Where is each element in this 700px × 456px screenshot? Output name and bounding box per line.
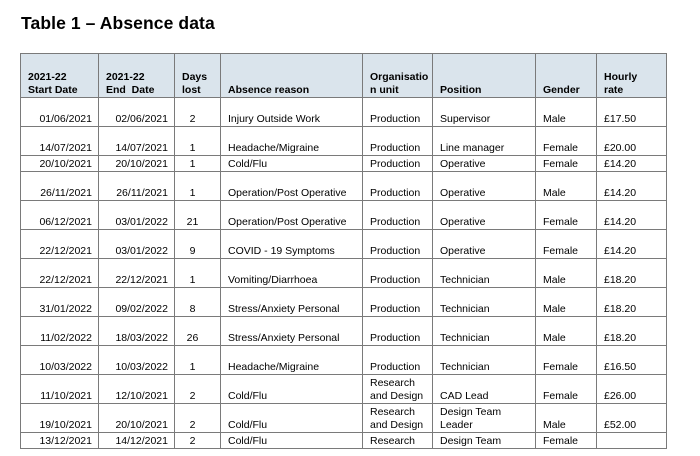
header-organisation-unit: Organisatio n unit [363,54,433,98]
cell-end-date: 18/03/2022 [99,317,175,346]
cell-position: Design Team [433,433,536,449]
cell-position: Operative [433,201,536,230]
cell-hourly-rate: £17.50 [597,98,667,127]
table-row [21,156,667,172]
cell-days-lost: 2 [175,98,221,127]
cell-absence-reason: Vomiting/Diarrhoea [221,259,363,288]
cell-organisation-unit: Production [363,172,433,201]
cell-position: Line manager [433,127,536,156]
cell-start-date: 31/01/2022 [21,288,99,317]
cell-absence-reason: Headache/Migraine [221,127,363,156]
cell-organisation-unit: Production [363,98,433,127]
cell-start-date: 22/12/2021 [21,230,99,259]
cell-end-date: 03/01/2022 [99,201,175,230]
cell-organisation-unit: Production [363,156,433,172]
cell-days-lost: 2 [175,375,221,404]
cell-days-lost: 1 [175,172,221,201]
cell-gender: Female [536,433,597,449]
cell-gender: Female [536,230,597,259]
cell-position: Operative [433,230,536,259]
cell-gender: Female [536,156,597,172]
cell-organisation-unit: Production [363,346,433,375]
cell-absence-reason: Injury Outside Work [221,98,363,127]
cell-hourly-rate: £18.20 [597,317,667,346]
header-end-date: 2021-22 End Date [99,54,175,98]
cell-gender: Male [536,172,597,201]
cell-position: Technician [433,317,536,346]
cell-organisation-unit: Production [363,259,433,288]
cell-days-lost: 26 [175,317,221,346]
table-row [21,404,667,433]
cell-gender: Male [536,404,597,433]
cell-days-lost: 8 [175,288,221,317]
cell-end-date: 20/10/2021 [99,404,175,433]
table-row [21,346,667,375]
cell-gender: Male [536,259,597,288]
cell-hourly-rate: £14.20 [597,156,667,172]
cell-start-date: 26/11/2021 [21,172,99,201]
cell-position: CAD Lead [433,375,536,404]
cell-hourly-rate: £14.20 [597,201,667,230]
table-body [21,98,667,449]
cell-end-date: 14/12/2021 [99,433,175,449]
table-row [21,230,667,259]
cell-days-lost: 1 [175,127,221,156]
cell-end-date: 10/03/2022 [99,346,175,375]
cell-absence-reason: COVID - 19 Symptoms [221,230,363,259]
header-position: Position [433,54,536,98]
cell-absence-reason: Cold/Flu [221,375,363,404]
cell-position: Operative [433,156,536,172]
table-row [21,98,667,127]
cell-absence-reason: Stress/Anxiety Personal [221,288,363,317]
cell-days-lost: 2 [175,433,221,449]
cell-organisation-unit: Research and Design [363,375,433,404]
cell-end-date: 03/01/2022 [99,230,175,259]
cell-days-lost: 1 [175,346,221,375]
cell-hourly-rate: £26.00 [597,375,667,404]
cell-start-date: 06/12/2021 [21,201,99,230]
header-hourly-rate: Hourly rate [597,54,667,98]
cell-hourly-rate: £14.20 [597,230,667,259]
cell-hourly-rate: £18.20 [597,288,667,317]
cell-organisation-unit: Production [363,288,433,317]
cell-gender: Female [536,346,597,375]
cell-start-date: 19/10/2021 [21,404,99,433]
cell-position: Technician [433,346,536,375]
cell-days-lost: 9 [175,230,221,259]
cell-gender: Female [536,201,597,230]
cell-position: Design Team Leader [433,404,536,433]
cell-gender: Male [536,98,597,127]
cell-absence-reason: Stress/Anxiety Personal [221,317,363,346]
cell-end-date: 09/02/2022 [99,288,175,317]
cell-hourly-rate: £18.20 [597,259,667,288]
cell-position: Technician [433,259,536,288]
cell-start-date: 11/10/2021 [21,375,99,404]
cell-hourly-rate: £20.00 [597,127,667,156]
table-row [21,317,667,346]
table-row [21,259,667,288]
cell-start-date: 13/12/2021 [21,433,99,449]
cell-absence-reason: Cold/Flu [221,404,363,433]
cell-days-lost: 1 [175,156,221,172]
cell-hourly-rate: £16.50 [597,346,667,375]
table-row [21,201,667,230]
cell-hourly-rate [597,433,667,449]
header-start-date: 2021-22 Start Date [21,54,99,98]
table-row [21,127,667,156]
cell-end-date: 14/07/2021 [99,127,175,156]
cell-hourly-rate: £52.00 [597,404,667,433]
cell-start-date: 11/02/2022 [21,317,99,346]
header-days-lost: Days lost [175,54,221,98]
cell-gender: Male [536,317,597,346]
cell-organisation-unit: Production [363,201,433,230]
cell-days-lost: 2 [175,404,221,433]
cell-start-date: 20/10/2021 [21,156,99,172]
table-row [21,433,667,449]
cell-start-date: 10/03/2022 [21,346,99,375]
table-row [21,375,667,404]
cell-organisation-unit: Production [363,317,433,346]
cell-days-lost: 1 [175,259,221,288]
cell-organisation-unit: Production [363,127,433,156]
cell-absence-reason: Headache/Migraine [221,346,363,375]
header-gender: Gender [536,54,597,98]
table-title: Table 1 – Absence data [21,13,215,33]
cell-end-date: 20/10/2021 [99,156,175,172]
cell-absence-reason: Operation/Post Operative [221,172,363,201]
header-row [21,54,667,98]
cell-gender: Male [536,288,597,317]
cell-start-date: 14/07/2021 [21,127,99,156]
absence-table [20,53,667,449]
cell-end-date: 12/10/2021 [99,375,175,404]
cell-absence-reason: Cold/Flu [221,156,363,172]
cell-gender: Female [536,375,597,404]
cell-position: Supervisor [433,98,536,127]
cell-gender: Female [536,127,597,156]
cell-end-date: 02/06/2021 [99,98,175,127]
cell-organisation-unit: Research [363,433,433,449]
cell-days-lost: 21 [175,201,221,230]
cell-absence-reason: Cold/Flu [221,433,363,449]
cell-absence-reason: Operation/Post Operative [221,201,363,230]
cell-end-date: 26/11/2021 [99,172,175,201]
cell-position: Operative [433,172,536,201]
cell-hourly-rate: £14.20 [597,172,667,201]
header-absence-reason: Absence reason [221,54,363,98]
cell-start-date: 22/12/2021 [21,259,99,288]
table-row [21,288,667,317]
table-row [21,172,667,201]
cell-organisation-unit: Research and Design [363,404,433,433]
cell-position: Technician [433,288,536,317]
cell-start-date: 01/06/2021 [21,98,99,127]
cell-organisation-unit: Production [363,230,433,259]
cell-end-date: 22/12/2021 [99,259,175,288]
